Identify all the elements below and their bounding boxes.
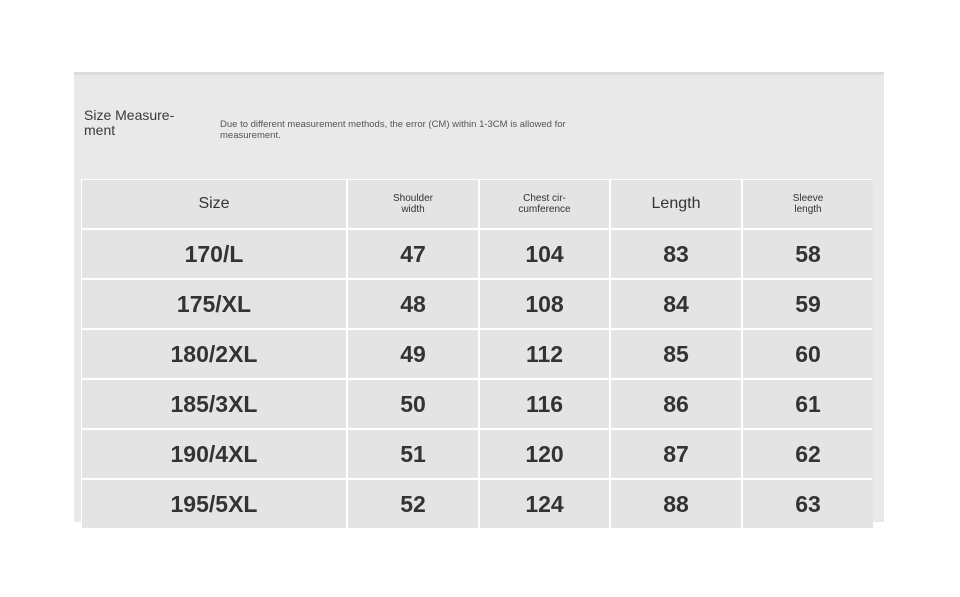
table-cell-size: 185/3XL bbox=[82, 380, 346, 428]
table-cell-chest: 112 bbox=[480, 330, 609, 378]
table-cell-size: 195/5XL bbox=[82, 480, 346, 528]
table-cell-shoulder: 47 bbox=[348, 230, 478, 278]
divider bbox=[74, 72, 884, 75]
table-cell-sleeve: 61 bbox=[743, 380, 873, 428]
table-cell-shoulder: 52 bbox=[348, 480, 478, 528]
table-cell-length: 86 bbox=[611, 380, 741, 428]
table-cell-length: 83 bbox=[611, 230, 741, 278]
header-size: Size bbox=[82, 180, 346, 228]
table-cell-shoulder: 50 bbox=[348, 380, 478, 428]
table-cell-size: 190/4XL bbox=[82, 430, 346, 478]
table-cell-chest: 108 bbox=[480, 280, 609, 328]
table-cell-size: 175/XL bbox=[82, 280, 346, 328]
measurement-note: Due to different measurement methods, the error (CM) within 1-3CM is allowed for measurement. bbox=[220, 119, 566, 141]
table-cell-size: 170/L bbox=[82, 230, 346, 278]
table-cell-sleeve: 58 bbox=[743, 230, 873, 278]
header-shoulder-width: Shoulder width bbox=[348, 180, 478, 228]
table-cell-length: 84 bbox=[611, 280, 741, 328]
table-cell-chest: 124 bbox=[480, 480, 609, 528]
header-sleeve-length: Sleeve length bbox=[743, 180, 873, 228]
size-chart-panel bbox=[74, 72, 884, 522]
table-cell-shoulder: 49 bbox=[348, 330, 478, 378]
table-cell-sleeve: 62 bbox=[743, 430, 873, 478]
size-table bbox=[81, 179, 872, 529]
header-length: Length bbox=[611, 180, 741, 228]
table-cell-length: 85 bbox=[611, 330, 741, 378]
header-chest-circumference: Chest cir-cumference bbox=[480, 180, 609, 228]
table-cell-shoulder: 51 bbox=[348, 430, 478, 478]
table-cell-length: 88 bbox=[611, 480, 741, 528]
table-cell-sleeve: 60 bbox=[743, 330, 873, 378]
chart-title: Size Measure- ment bbox=[84, 107, 175, 138]
table-cell-sleeve: 63 bbox=[743, 480, 873, 528]
table-cell-chest: 116 bbox=[480, 380, 609, 428]
table-cell-chest: 120 bbox=[480, 430, 609, 478]
table-cell-sleeve: 59 bbox=[743, 280, 873, 328]
table-cell-length: 87 bbox=[611, 430, 741, 478]
table-cell-shoulder: 48 bbox=[348, 280, 478, 328]
table-cell-chest: 104 bbox=[480, 230, 609, 278]
table-cell-size: 180/2XL bbox=[82, 330, 346, 378]
